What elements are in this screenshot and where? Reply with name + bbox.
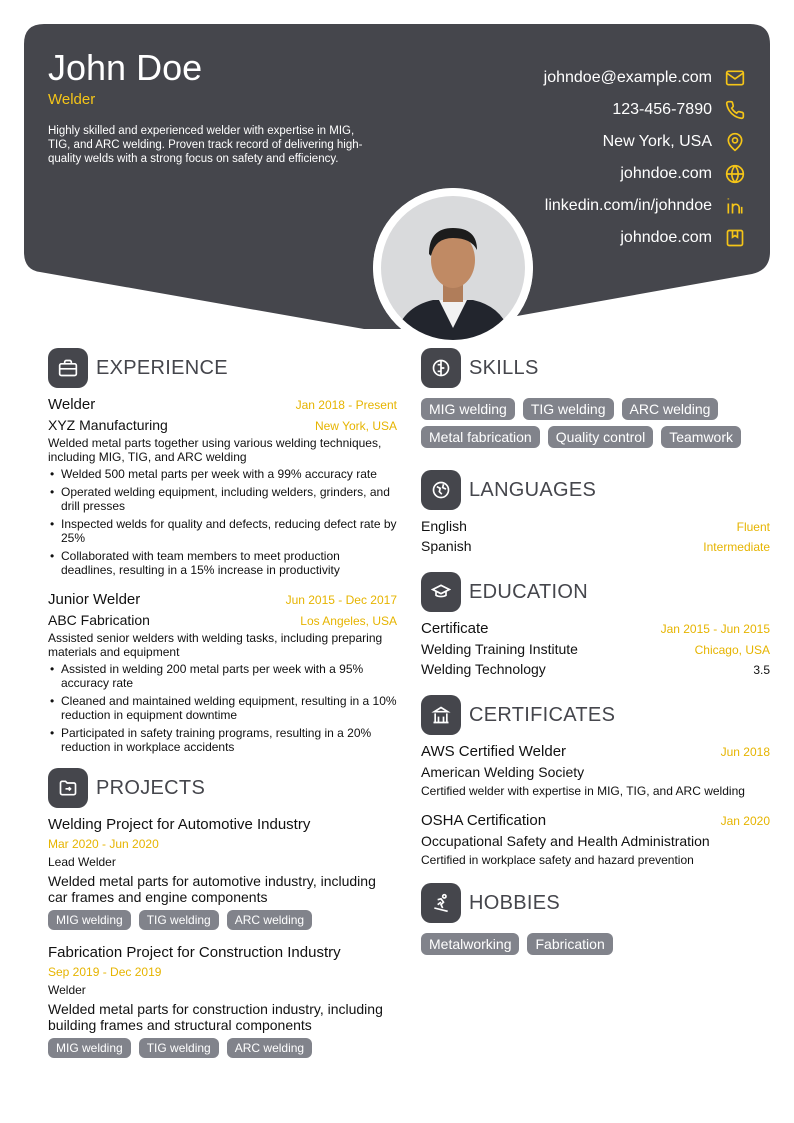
certificate-date: Jan 2020 — [720, 814, 770, 828]
languages-title: LANGUAGES — [469, 478, 597, 501]
job-dates: Jan 2018 - Present — [295, 398, 397, 412]
education-gpa: 3.5 — [753, 663, 770, 677]
experience-header — [48, 348, 397, 388]
job-dates: Jun 2015 - Dec 2017 — [285, 593, 397, 607]
job-entry — [48, 396, 397, 577]
job-location: Los Angeles, USA — [300, 614, 397, 628]
skill-tag: ARC welding — [622, 398, 719, 420]
job-title: Junior Welder — [48, 591, 141, 608]
language-icon — [421, 470, 461, 510]
right-column — [421, 348, 770, 955]
skills-title: SKILLS — [469, 356, 539, 379]
hobby-tag: Fabrication — [527, 933, 612, 955]
certificate-entry — [421, 812, 770, 867]
skill-tag: TIG welding — [523, 398, 614, 420]
education-degree: Certificate — [421, 620, 489, 637]
project-entry — [48, 944, 397, 1058]
job-bullets — [48, 662, 397, 754]
project-tags — [48, 910, 397, 930]
job-description: Welded metal parts together using various welding techniques, including MIG, TIG, and ARC welding — [48, 436, 382, 464]
skill-tag: Teamwork — [661, 426, 741, 448]
education-entry — [421, 620, 770, 681]
briefcase-icon — [48, 348, 88, 388]
hobbies-header — [421, 883, 770, 923]
contact-phone-text[interactable]: 123-456-7890 — [612, 101, 712, 118]
certificate-name: AWS Certified Welder — [421, 743, 567, 760]
project-role: Welder — [48, 983, 86, 997]
job-location: New York, USA — [314, 419, 397, 433]
bookmark-icon — [724, 227, 746, 249]
certificate-description: Certified welder with expertise in MIG, TIG, and ARC welding — [421, 784, 745, 798]
contact-linkedin[interactable] — [544, 190, 770, 222]
contact-portfolio[interactable] — [544, 222, 770, 254]
skill-tag: Metal fabrication — [421, 426, 540, 448]
contact-linkedin-text[interactable]: linkedin.com/in/johndoe — [544, 197, 712, 214]
location-pin-icon — [724, 131, 746, 153]
job-company: ABC Fabrication — [48, 612, 150, 628]
contact-portfolio-text[interactable]: johndoe.com — [620, 229, 712, 246]
project-description: Welded metal parts for automotive industry, including car frames and engine components — [48, 873, 376, 905]
job-entry — [48, 591, 397, 754]
projects-header — [48, 768, 397, 808]
contact-website-text[interactable]: johndoe.com — [620, 165, 712, 182]
project-description: Welded metal parts for construction industry, including building frames and structural components — [48, 1001, 383, 1033]
contact-list — [544, 62, 770, 254]
education-location: Chicago, USA — [694, 643, 770, 657]
job-description: Assisted senior welders with welding tasks, including preparing materials and equipment — [48, 631, 383, 659]
tag: ARC welding — [227, 1038, 312, 1058]
profile-photo — [373, 188, 533, 348]
tag: TIG welding — [139, 1038, 219, 1058]
list-item: • Collaborated with team members to meet production deadlines, resulting in a 15% increase in productivity — [48, 549, 397, 577]
list-item: • Assisted in welding 200 metal parts per week with a 95% accuracy rate — [48, 662, 397, 690]
left-column — [48, 348, 397, 1072]
mail-icon — [724, 67, 746, 89]
project-tags — [48, 1038, 397, 1058]
certificate-description: Certified in workplace safety and hazard prevention — [421, 853, 694, 867]
languages-header — [421, 470, 770, 510]
brain-icon — [421, 348, 461, 388]
skill-tag: MIG welding — [421, 398, 515, 420]
job-bullets — [48, 467, 397, 577]
candidate-name: John Doe — [48, 47, 203, 88]
education-header — [421, 572, 770, 612]
list-item: • Cleaned and maintained welding equipment, resulting in a 10% reduction in equipment downtime — [48, 694, 397, 722]
education-title: EDUCATION — [469, 580, 588, 603]
hobbies-tags — [421, 933, 770, 955]
hobbies-title: HOBBIES — [469, 891, 561, 914]
list-item: • Operated welding equipment, including welders, grinders, and drill presses — [48, 485, 397, 513]
education-field: Welding Technology — [421, 661, 546, 677]
projects-title: PROJECTS — [96, 776, 206, 799]
globe-icon — [724, 163, 746, 185]
list-item: • Participated in safety training programs, resulting in a 20% reduction in workplace accidents — [48, 726, 397, 754]
certificate-issuer: Occupational Safety and Health Administration — [421, 833, 710, 849]
language-level: Fluent — [736, 520, 770, 534]
certificates-header — [421, 695, 770, 735]
language-name: Spanish — [421, 538, 472, 554]
certificates-title: CERTIFICATES — [469, 703, 616, 726]
list-item: • Inspected welds for quality and defects, reducing defect rate by 25% — [48, 517, 397, 545]
contact-location-text: New York, USA — [602, 133, 712, 150]
certificate-name: OSHA Certification — [421, 812, 547, 829]
job-company: XYZ Manufacturing — [48, 417, 168, 433]
contact-website[interactable] — [544, 158, 770, 190]
project-dates: Mar 2020 - Jun 2020 — [48, 837, 159, 851]
education-dates: Jan 2015 - Jun 2015 — [660, 622, 770, 636]
project-title: Fabrication Project for Construction Industry — [48, 944, 341, 961]
certificate-date: Jun 2018 — [720, 745, 770, 759]
language-name: English — [421, 518, 467, 534]
tag: MIG welding — [48, 1038, 131, 1058]
tag: MIG welding — [48, 910, 131, 930]
list-item: • Welded 500 metal parts per week with a 99% accuracy rate — [48, 467, 397, 481]
linkedin-icon — [724, 195, 746, 217]
profile-summary: Highly skilled and experienced welder with expertise in MIG, TIG, and ARC welding. Proven track record of delivering high-quality welds with a strong focus on safety and efficiency. — [48, 125, 363, 165]
education-school: Welding Training Institute — [421, 641, 578, 657]
project-dates: Sep 2019 - Dec 2019 — [48, 965, 162, 979]
tag: TIG welding — [139, 910, 219, 930]
candidate-role: Welder — [48, 91, 96, 108]
phone-icon — [724, 99, 746, 121]
contact-email-text[interactable]: johndoe@example.com — [543, 69, 712, 86]
skier-icon — [421, 883, 461, 923]
job-title: Welder — [48, 396, 96, 413]
project-title: Welding Project for Automotive Industry — [48, 816, 311, 833]
language-level: Intermediate — [703, 540, 770, 554]
tag: ARC welding — [227, 910, 312, 930]
contact-phone[interactable] — [544, 94, 770, 126]
hobby-tag: Metalworking — [421, 933, 519, 955]
experience-title: EXPERIENCE — [96, 356, 228, 379]
contact-location — [544, 126, 770, 158]
folder-icon — [48, 768, 88, 808]
contact-email[interactable] — [544, 62, 770, 94]
languages-list — [421, 518, 770, 558]
project-role: Lead Welder — [48, 855, 116, 869]
institution-icon — [421, 695, 461, 735]
certificate-entry — [421, 743, 770, 798]
certificate-issuer: American Welding Society — [421, 764, 585, 780]
skill-tag: Quality control — [548, 426, 653, 448]
skills-header — [421, 348, 770, 388]
project-entry — [48, 816, 397, 930]
graduation-cap-icon — [421, 572, 461, 612]
skills-tags — [421, 398, 761, 448]
